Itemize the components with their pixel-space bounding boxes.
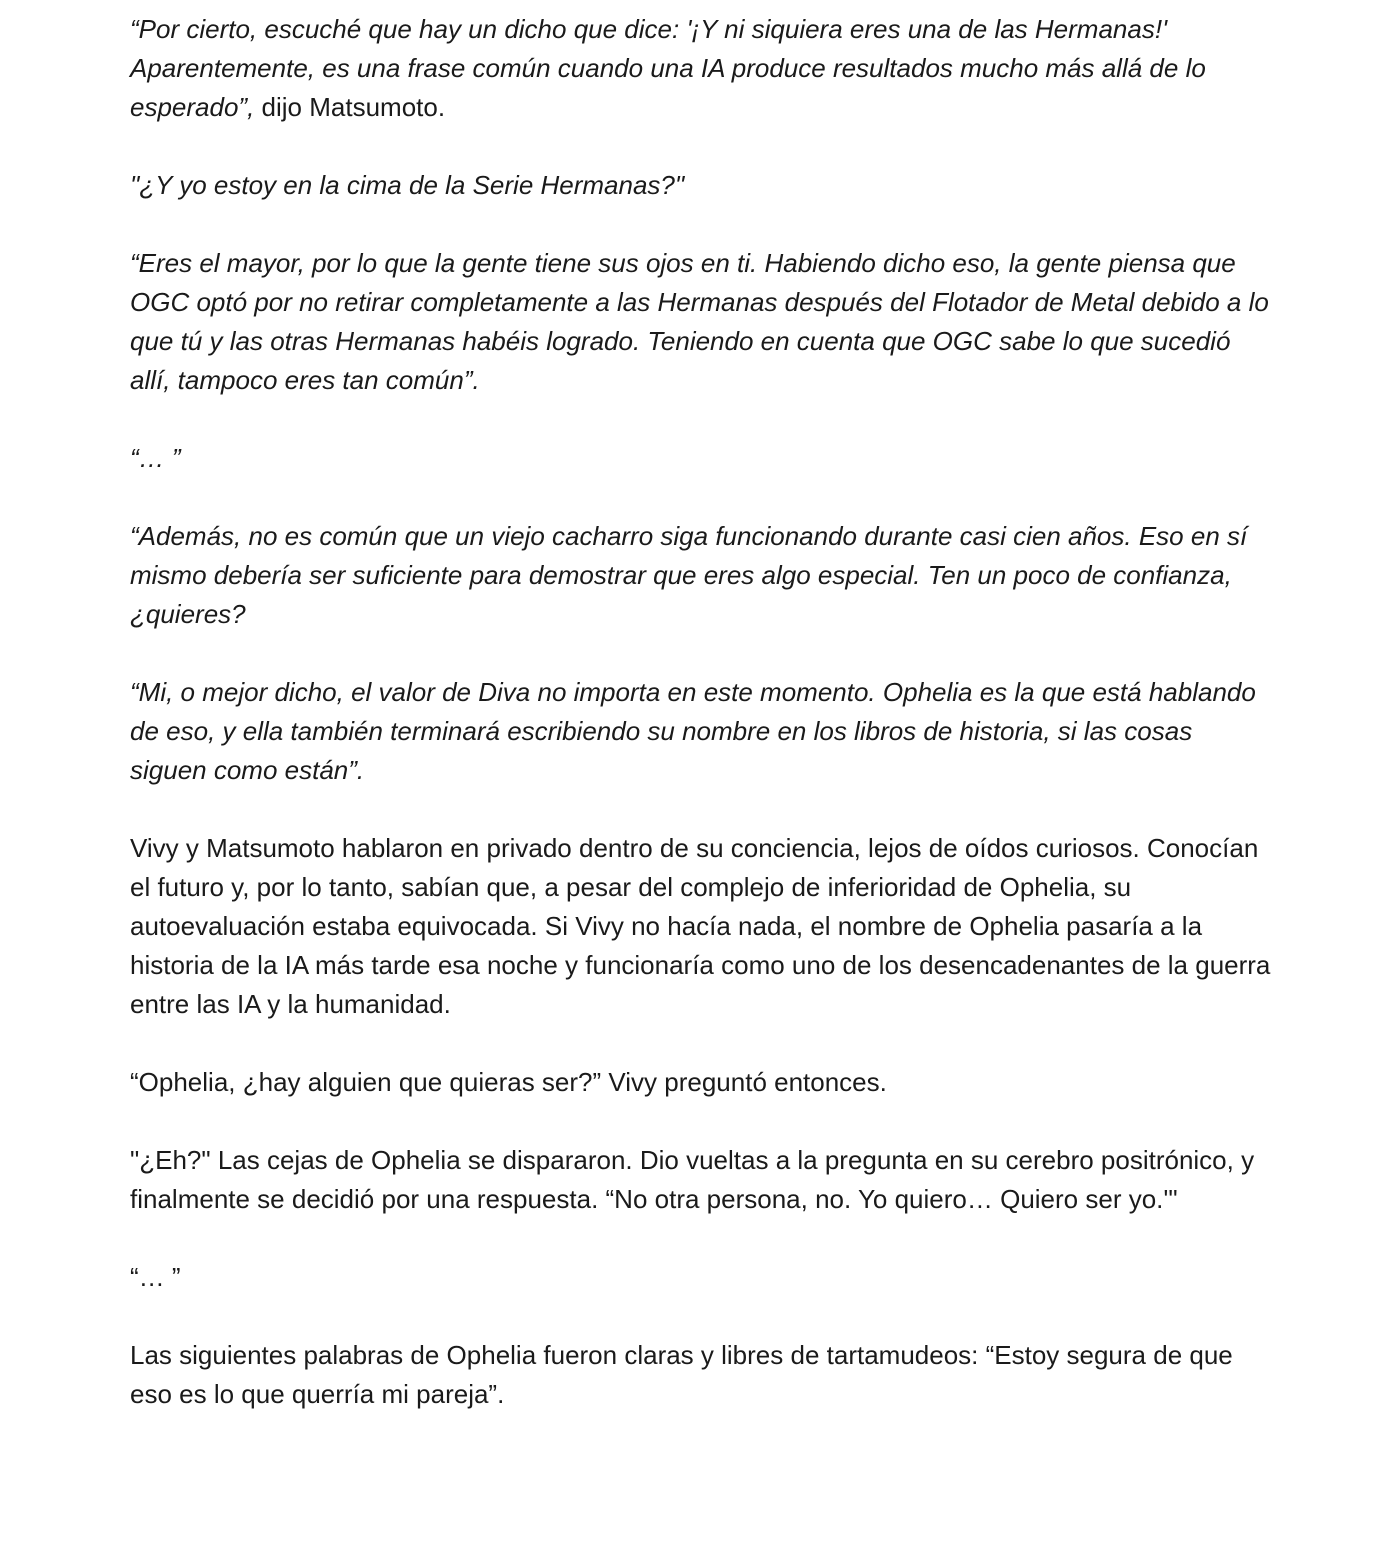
paragraph-italic-text: “Por cierto, escuché que hay un dicho que dice: '¡Y ni siquiera eres una de las Hermanas!' Aparentemente, es una frase común cuando una IA produce resultados mucho más allá de lo esperado”,: [130, 14, 1206, 122]
paragraph-text: "¿Eh?" Las cejas de Ophelia se dispararon. Dio vueltas a la pregunta en su cerebro positrónico, y finalmente se decidió por una respuesta. “No otra persona, no. Yo quiero… Quiero ser yo.'": [130, 1145, 1255, 1214]
paragraph-text: Las siguientes palabras de Ophelia fueron claras y libres de tartamudeos: “Estoy segura de que eso es lo que querría mi pareja”.: [130, 1340, 1233, 1409]
paragraph-text: dijo Matsumoto.: [254, 92, 446, 122]
paragraph: [130, 1258, 1275, 1297]
paragraph: [130, 829, 1275, 1024]
paragraph: [130, 1336, 1275, 1414]
paragraph: [130, 439, 1275, 478]
document-page: [130, 10, 1275, 1414]
paragraph-italic-text: “… ”: [130, 443, 181, 473]
paragraph: [130, 244, 1275, 400]
paragraph-text: “… ”: [130, 1262, 181, 1292]
paragraph-italic-text: “Eres el mayor, por lo que la gente tiene sus ojos en ti. Habiendo dicho eso, la gente piensa que OGC optó por no retirar completamente a las Hermanas después del Flotador de Metal debido a lo que tú y las otras Hermanas habéis logrado. Teniendo en cuenta que OGC sabe lo que sucedió allí, tampoco eres tan común”.: [130, 248, 1269, 395]
paragraph-text: “Ophelia, ¿hay alguien que quieras ser?” Vivy preguntó entonces.: [130, 1067, 887, 1097]
paragraph: [130, 1063, 1275, 1102]
paragraph: [130, 517, 1275, 634]
paragraph: [130, 10, 1275, 127]
paragraph-text: Vivy y Matsumoto hablaron en privado dentro de su conciencia, lejos de oídos curiosos. Conocían el futuro y, por lo tanto, sabían que, a pesar del complejo de inferioridad de Ophelia, su autoevaluación estaba equivocada. Si Vivy no hacía nada, el nombre de Ophelia pasaría a la historia de la IA más tarde esa noche y funcionaría como uno de los desencadenantes de la guerra entre las IA y la humanidad.: [130, 833, 1271, 1019]
paragraph: [130, 673, 1275, 790]
paragraph-italic-text: “Además, no es común que un viejo cacharro siga funcionando durante casi cien años. Eso en sí mismo debería ser suficiente para demostrar que eres algo especial. Ten un poco de confianza, ¿quieres?: [130, 521, 1248, 629]
paragraph-italic-text: “Mi, o mejor dicho, el valor de Diva no importa en este momento. Ophelia es la que está hablando de eso, y ella también terminará escribiendo su nombre en los libros de historia, si las cosas siguen como están”.: [130, 677, 1256, 785]
paragraph-italic-text: "¿Y yo estoy en la cima de la Serie Hermanas?": [130, 170, 685, 200]
paragraph: [130, 1141, 1275, 1219]
paragraph: [130, 166, 1275, 205]
